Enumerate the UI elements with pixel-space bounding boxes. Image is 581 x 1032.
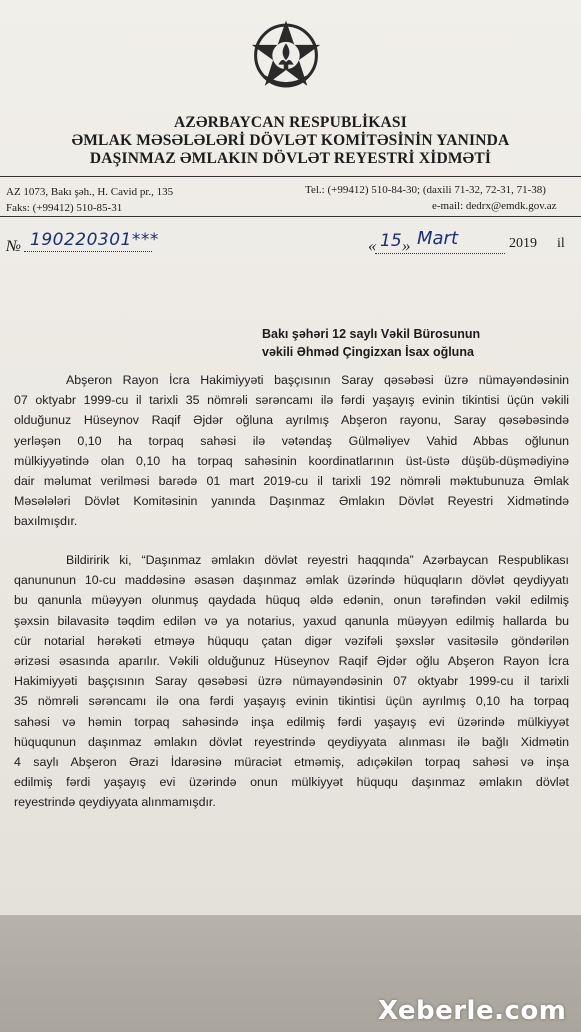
date-open-quote: « bbox=[368, 236, 377, 255]
paragraph-line: Abşeron Rayon İcra Hakimiyyəti başçısının Saray qəsəbəsi üzrə nümayəndəsinin bbox=[66, 373, 569, 387]
paragraph-line: bu qanunla müəyyən olunmuş qaydada hüquq əldə edənin, onun tərəfindən vəkil edilmiş bbox=[14, 593, 569, 608]
header-republic: AZƏRBAYCAN RESPUBLİKASI bbox=[174, 114, 407, 131]
number-underline bbox=[24, 251, 152, 252]
header-service: DAŞINMAZ ƏMLAKIN DÖVLƏT REYESTRİ XİDMƏTİ bbox=[89, 150, 492, 167]
paragraph-line: baxılmışdır. bbox=[14, 514, 78, 529]
paragraph-line: şəxsin bilavasitə təqdim edilən və ya notarius, yaxud qanunla müəyyən edilmiş hallarda bu bbox=[14, 613, 569, 628]
paragraph-line: olduğunuz Hüseynov Raqif Əjdər oğluna ayrılmış Abşeron rayonu, Saray qəsəbəsində bbox=[14, 413, 569, 428]
paragraph-line: 35 nömrəli sərəncamı ilə ona fərdi yaşayış evinin tikintisi üçün ayrılmış 0,10 ha torpaq bbox=[14, 694, 569, 709]
registration-number: 190220301*** bbox=[30, 230, 159, 250]
date-year-suffix: il bbox=[557, 236, 565, 251]
contact-fax: Faks: (+99412) 510-85-31 bbox=[6, 202, 123, 214]
paragraph-line: sahəsi və həmin torpaq sahəsində inşa edilmiş fərdi yaşayış evi üzərində mülkiyyət bbox=[14, 714, 569, 729]
paragraph-line: reyestrində qeydiyyata alınmamışdır. bbox=[14, 795, 216, 810]
paragraph-line: cür notarial hərəkəti etməyə hüququ çatan digər vəzifəli şəxslər vasitəsilə göndərilən bbox=[14, 633, 569, 648]
watermark: Xeberle.com bbox=[378, 996, 567, 1026]
state-emblem-icon bbox=[248, 16, 324, 92]
paragraph-line: ərizəsi əsasında aparılır. Vəkili olduğunuz Hüseynov Raqif Əjdər oğlu Abşeron Rayon İcra bbox=[14, 654, 569, 669]
paragraph-line: dair məlumat verilməsi barədə 01 mart 2019-cu il tarixli 192 nömrəli məktubunuza Əmlak bbox=[14, 474, 569, 489]
contact-email: e-mail: dedrx@emdk.gov.az bbox=[432, 200, 557, 212]
paragraph-line: 4 saylı Abşeron Ərazi İdarəsinə müraciət etməmiş, adıçəkilən torpaq sahəsi və inşa bbox=[14, 755, 569, 770]
paragraph-line: qanununun 10-cu maddəsinə əsasən daşınmaz əmlak üzərində hüquqların dövlət qeydiyyatı bbox=[14, 573, 569, 588]
paragraph-line: hüququnun daşınmaz əmlakın dövlət reyestrində qeydiyyata alınması ilə bağlı Xidmətin bbox=[14, 734, 569, 749]
date-day: 15 bbox=[380, 231, 402, 251]
paragraph-line: yerləşən 0,10 ha torpaq sahəsi ilə vətəndaş Gülməliyev Vahid Abbas oğlunun bbox=[14, 433, 569, 448]
contact-address: AZ 1073, Bakı şəh., H. Cavid pr., 135 bbox=[6, 186, 174, 198]
paragraph-line: edilmiş fərdi yaşayış evi üzərində onun mülkiyyət hüququ daşınmaz əmlakın dövlət bbox=[14, 775, 569, 790]
paragraph-line: 07 oktyabr 1999-cu il tarixli 35 nömrəli sərəncamı ilə fərdi yaşayış evinin tikintisi üçün vəkili bbox=[14, 393, 569, 408]
date-year: 2019 bbox=[509, 236, 537, 251]
paragraph-2 bbox=[14, 550, 569, 813]
paragraph-1 bbox=[14, 370, 569, 532]
header-committee: ƏMLAK MƏSƏLƏLƏRİ DÖVLƏT KOMİTƏSİNİN YANINDA bbox=[71, 132, 510, 149]
date-underline bbox=[375, 253, 505, 254]
paragraph-line: Məsələləri Dövlət Komitəsinin yanında Daşınmaz Əmlakın Dövlət Reyestri Xidmətində bbox=[14, 494, 569, 509]
date-close-quote: » bbox=[402, 236, 411, 255]
number-label: № bbox=[6, 238, 22, 255]
paragraph-line: mülkiyyətində olan 0,10 ha torpaq sahəsinin koordinatlarının üst-üstə düşüb-düşmədiyinə bbox=[14, 453, 569, 468]
paragraph-line: Bildiririk ki, “Daşınmaz əmlakın dövlət reyestri haqqında” Azərbaycan Respublikası bbox=[66, 553, 569, 567]
contact-phone: Tel.: (+99412) 510-84-30; (daxili 71-32, 72-31, 71-38) bbox=[305, 184, 546, 196]
header-rule-bottom bbox=[0, 216, 581, 217]
addressee-line-1: Bakı şəhəri 12 saylı Vəkil Bürosunun bbox=[262, 327, 481, 341]
date-month: Mart bbox=[417, 228, 459, 249]
addressee-line-2: vəkili Əhməd Çingizxan İsax oğluna bbox=[262, 345, 474, 359]
header-rule-top bbox=[0, 176, 581, 177]
paragraph-line: Hakimiyyəti başçısının Saray qəsəbəsi üzrə nümayəndəsinin 07 oktyabr 1999-cu il tarixli bbox=[14, 674, 569, 689]
